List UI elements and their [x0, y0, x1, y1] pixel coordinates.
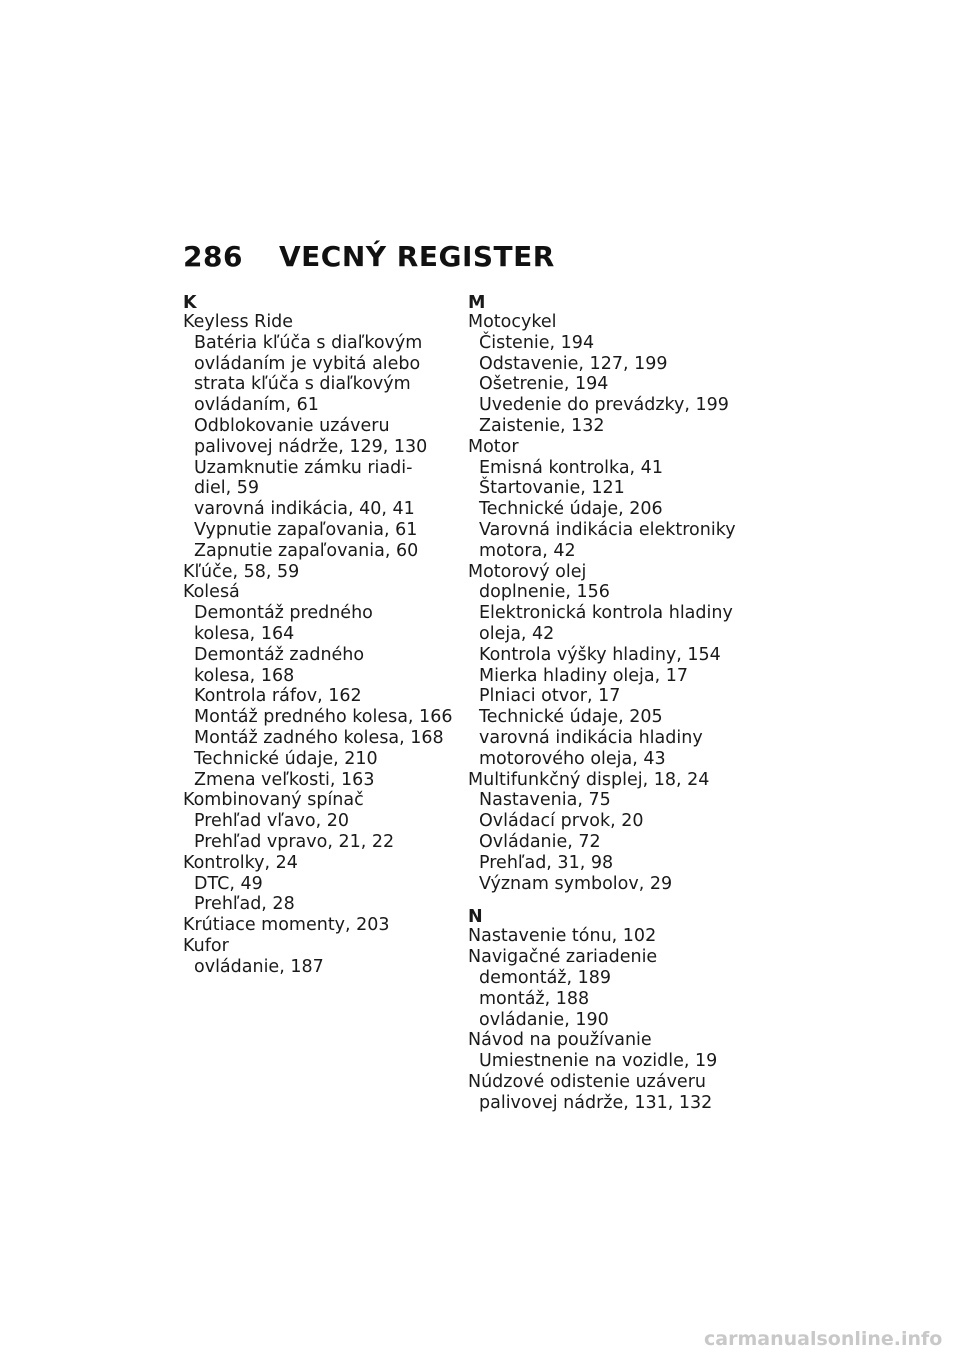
index-subentry: Ošetrenie, 194 — [479, 374, 609, 395]
index-subentry: Plniaci otvor, 17 — [479, 686, 621, 707]
index-letter-heading: N — [468, 907, 483, 928]
index-subentry: Emisná kontrolka, 41 — [479, 457, 663, 478]
index-letter-heading: K — [183, 293, 197, 313]
index-subentry: Elektronická kontrola hladiny — [479, 603, 733, 624]
index-subentry: doplnenie, 156 — [479, 582, 610, 603]
index-letter-heading: M — [468, 293, 486, 313]
index-subentry: Demontáž zadného — [194, 644, 365, 665]
index-subentry: varovná indikácia hladiny — [479, 727, 703, 748]
index-subentry: Technické údaje, 206 — [479, 499, 663, 520]
index-entry: Núdzové odistenie uzáveru — [468, 1071, 706, 1092]
index-entry: Kufor — [183, 935, 229, 956]
index-subentry: Technické údaje, 210 — [194, 748, 378, 769]
index-column-left — [183, 294, 453, 978]
index-subentry: Zaistenie, 132 — [479, 415, 605, 436]
index-entry: Keyless Ride — [183, 312, 294, 332]
index-entry: Multifunkčný displej, 18, 24 — [468, 769, 710, 790]
index-subentry: kolesa, 164 — [194, 623, 295, 644]
index-subentry: Kontrola výšky hladiny, 154 — [479, 644, 721, 665]
index-subentry: ovládanie, 190 — [479, 1009, 609, 1030]
index-subentry: Varovná indikácia elektroniky — [479, 519, 736, 540]
index-subentry: oleja, 42 — [479, 623, 555, 644]
page-title: VECNÝ REGISTER — [279, 240, 555, 273]
index-subentry: Prehľad, 28 — [194, 894, 295, 915]
index-subentry: ovládaním, 61 — [194, 395, 319, 416]
index-subentry: Ovládanie, 72 — [479, 831, 601, 852]
index-subentry: palivovej nádrže, 129, 130 — [194, 436, 428, 457]
index-subentry: demontáž, 189 — [479, 967, 612, 988]
index-subentry: Prehľad vľavo, 20 — [194, 811, 349, 832]
index-subentry: Zapnutie zapaľovania, 60 — [194, 540, 419, 561]
index-column-right — [468, 294, 758, 1113]
page-header — [183, 240, 555, 273]
index-entry: Motorový olej — [468, 561, 587, 582]
index-subentry: kolesa, 168 — [194, 665, 295, 686]
index-subentry: Zmena veľkosti, 163 — [194, 769, 375, 790]
index-subentry: motora, 42 — [479, 540, 576, 561]
index-subentry: Odblokovanie uzáveru — [194, 415, 390, 436]
index-subentry: ovládaním je vybitá alebo — [194, 353, 421, 374]
index-subentry: Prehľad, 31, 98 — [479, 852, 614, 873]
index-subentry: ovládanie, 187 — [194, 956, 324, 977]
index-entry: Kontrolky, 24 — [183, 852, 298, 873]
index-subentry: Mierka hladiny oleja, 17 — [479, 665, 689, 686]
index-subentry: Čistenie, 194 — [479, 332, 595, 353]
index-subentry: Nastavenia, 75 — [479, 790, 611, 811]
index-subentry: Prehľad vpravo, 21, 22 — [194, 831, 395, 852]
index-subentry: diel, 59 — [194, 478, 259, 499]
index-subentry: Uvedenie do prevádzky, 199 — [479, 395, 729, 416]
index-subentry: Montáž predného kolesa, 166 — [194, 707, 453, 728]
index-subentry: strata kľúča s diaľkovým — [194, 374, 411, 395]
index-entry: Krútiace momenty, 203 — [183, 915, 390, 936]
index-entry: Kombinovaný spínač — [183, 790, 364, 811]
index-subentry: Uzamknutie zámku riadi- — [194, 457, 413, 478]
index-subentry: Ovládací prvok, 20 — [479, 811, 644, 832]
watermark: carmanualsonline.info — [704, 1328, 943, 1350]
page-number: 286 — [183, 240, 243, 273]
index-subentry: Odstavenie, 127, 199 — [479, 353, 668, 374]
index-subentry: Technické údaje, 205 — [479, 707, 663, 728]
index-entry: Navigačné zariadenie — [468, 947, 658, 968]
index-subentry: varovná indikácia, 40, 41 — [194, 499, 415, 520]
index-entry: Nastavenie tónu, 102 — [468, 926, 657, 947]
index-subentry: Vypnutie zapaľovania, 61 — [194, 519, 418, 540]
index-subentry: Umiestnenie na vozidle, 19 — [479, 1051, 718, 1072]
index-entry: Návod na používanie — [468, 1030, 652, 1051]
index-subentry: montáž, 188 — [479, 988, 590, 1009]
index-subentry: DTC, 49 — [194, 873, 263, 894]
index-entry: Motor — [468, 436, 519, 457]
index-subentry: Demontáž predného — [194, 603, 373, 624]
index-subentry: Štartovanie, 121 — [479, 478, 625, 499]
index-entry: Motocykel — [468, 312, 557, 332]
index-subentry: motorového oleja, 43 — [479, 748, 666, 769]
index-subentry: Montáž zadného kolesa, 168 — [194, 727, 444, 748]
index-subentry: Batéria kľúča s diaľkovým — [194, 332, 423, 353]
index-subentry: Význam symbolov, 29 — [479, 873, 673, 894]
index-entry: Kolesá — [183, 582, 240, 603]
index-subentry: Kontrola ráfov, 162 — [194, 686, 362, 707]
index-entry: Kľúče, 58, 59 — [183, 561, 300, 582]
index-subentry: palivovej nádrže, 131, 132 — [479, 1092, 713, 1113]
